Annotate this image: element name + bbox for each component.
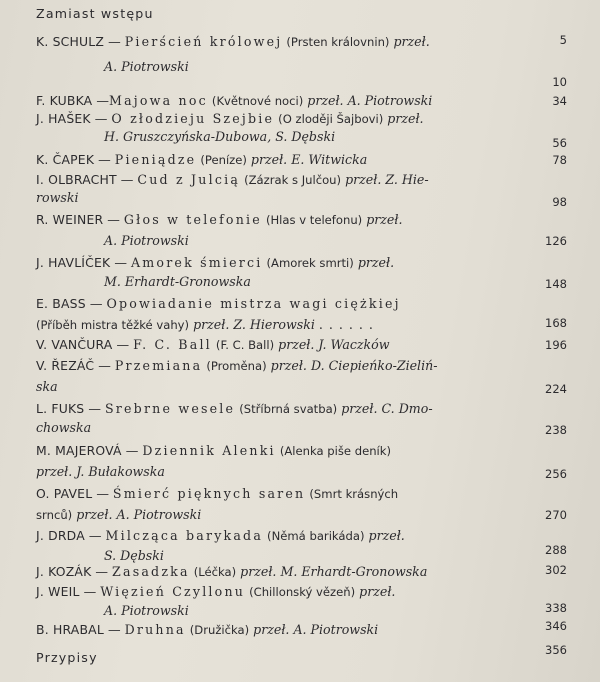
entry-page-number: 78 bbox=[552, 153, 567, 167]
toc-line bbox=[0, 377, 600, 397]
entry-translator: J. Waczków bbox=[318, 337, 390, 352]
entry-translator: chowska bbox=[36, 420, 92, 435]
toc-line: J. HAŠEK — O złodzieju Szejbie (O zloději Šajbovi) przeł. bbox=[36, 111, 424, 126]
entry-original-title: (Léčka) bbox=[193, 565, 237, 579]
entry-original-title: (Alenka piše deník) bbox=[279, 444, 392, 458]
entry-original-title: (F. C. Ball) bbox=[215, 338, 275, 352]
entry-author: J. DRDA bbox=[36, 528, 85, 543]
entry-translation-prefix: przeł. bbox=[393, 34, 430, 49]
toc-line: K. ČAPEK — Pieniądze (Peníze) przeł. E. Witwicka 78 bbox=[0, 150, 600, 170]
entry-translator: J. Bułakowska bbox=[76, 464, 165, 479]
toc-line: I. OLBRACHT — Cud z Julcią (Zázrak s Julčou) przeł. Z. Hie- bbox=[36, 172, 429, 187]
entry-author: E. BASS bbox=[36, 296, 86, 311]
entry-original-title: (Smrt krásných bbox=[309, 487, 399, 501]
entry-page-number: 256 bbox=[545, 467, 567, 481]
entry-lead: K. SCHULZ — Pierścień królowej (Prsten královnin) przeł. bbox=[36, 34, 430, 49]
entry-title: Pierścień królowej bbox=[124, 34, 283, 49]
toc-line: J. DRDA — Milcząca barykada (Němá barikáda) przeł. bbox=[36, 528, 405, 543]
entry-page-number: 270 bbox=[545, 508, 567, 522]
entry-translation-prefix: przeł. bbox=[366, 212, 403, 227]
entry-page-number: 196 bbox=[545, 338, 567, 352]
entry-author: V. ŘEZÁČ bbox=[36, 358, 95, 373]
entry-page-number: 10 bbox=[552, 75, 567, 89]
toc-line: J. KOZÁK — Zasadzka (Léčka) przeł. M. Erhardt-Gronowska 302 bbox=[0, 562, 600, 582]
toc-line: M. MAJEROVÁ — Dziennik Alenki (Alenka piše deník) bbox=[36, 443, 392, 458]
toc-line bbox=[0, 32, 600, 52]
entry-author: V. VANČURA bbox=[36, 337, 113, 352]
toc-line: L. FUKS — Srebrne wesele (Stříbrná svatba) przeł. C. Dmo- bbox=[36, 401, 433, 416]
toc-line: B. HRABAL — Druhna (Družička) przeł. A. Piotrowski 346 bbox=[0, 620, 600, 640]
entry-translator: ska bbox=[36, 379, 58, 394]
toc-line: F. KUBKA —Majowa noc (Květnové noci) przeł. A. Piotrowski 34 bbox=[0, 91, 600, 111]
entry-original-title: (Peníze) bbox=[200, 153, 247, 167]
entry-translation-prefix: przeł. bbox=[250, 152, 288, 167]
entry-title: Opowiadanie mistrza wagi ciężkiej bbox=[106, 296, 401, 311]
entry-original-title: (Prsten královnin) bbox=[286, 35, 390, 49]
entry-translator: M. Erhardt-Gronowska bbox=[280, 564, 428, 579]
entry-translation-prefix: przeł. bbox=[359, 584, 396, 599]
entry-title: Cud z Julcią bbox=[137, 172, 241, 187]
toc-line bbox=[0, 192, 600, 212]
toc-line bbox=[0, 462, 600, 482]
entry-original-title: (Družička) bbox=[189, 623, 250, 637]
entry-original-title: (Němá barikáda) bbox=[267, 529, 365, 543]
entry-original-title: (O zloději Šajbovi) bbox=[278, 112, 384, 126]
entry-translation-prefix: przeł. bbox=[193, 317, 230, 332]
entry-original-title: (Hlas v telefonu) bbox=[265, 213, 363, 227]
entry-title: Śmierć pięknych saren bbox=[112, 486, 306, 501]
entry-author: J. KOZÁK bbox=[36, 564, 92, 579]
toc-line: V. VANČURA — F. C. Ball (F. C. Ball) przeł. J. Waczków 196 bbox=[0, 335, 600, 355]
toc-line bbox=[0, 231, 600, 251]
entry-title: Przemiana bbox=[114, 358, 203, 373]
entry-title: Głos w telefonie bbox=[123, 212, 262, 227]
entry-title: Amorek śmierci bbox=[130, 255, 263, 270]
entry-original-title: srnců) bbox=[36, 508, 73, 522]
toc-line bbox=[0, 601, 600, 621]
entry-translation-prefix: przeł. bbox=[307, 93, 344, 108]
entry-author: J. HAVLÍČEK bbox=[36, 255, 111, 270]
entry-author: I. OLBRACHT bbox=[36, 172, 117, 187]
entry-author: M. MAJEROVÁ bbox=[36, 443, 122, 458]
entry-title: Druhna bbox=[124, 622, 186, 637]
entry-page-number: 5 bbox=[559, 33, 567, 47]
entry-translation-prefix: przeł. bbox=[368, 528, 405, 543]
entry-translator: S. Dębski bbox=[104, 548, 164, 563]
entry-author: F. KUBKA bbox=[36, 93, 93, 108]
entry-translator: A. Piotrowski bbox=[104, 233, 189, 248]
entry-translation-prefix: przeł. bbox=[270, 358, 307, 373]
entry-translation-prefix: przeł. bbox=[387, 111, 424, 126]
entry-title: Srebrne wesele bbox=[104, 401, 236, 416]
entry-translator: A. Piotrowski bbox=[104, 59, 189, 74]
entry-translation-prefix: przeł. bbox=[253, 622, 290, 637]
entry-title: Pieniądze bbox=[114, 152, 197, 167]
entry-page-number: 34 bbox=[552, 94, 567, 108]
entry-page-number: 238 bbox=[545, 423, 567, 437]
toc-line bbox=[0, 643, 600, 668]
entry-translator: A. Piotrowski bbox=[347, 93, 433, 108]
entry-translator: rowski bbox=[36, 190, 79, 205]
toc-line: O. PAVEL — Śmierć pięknych saren (Smrt krásných bbox=[36, 486, 399, 501]
entry-author: J. WEIL bbox=[36, 584, 80, 599]
entry-page-number: 98 bbox=[552, 195, 567, 209]
toc-line bbox=[0, 272, 600, 292]
toc-line bbox=[0, 505, 600, 525]
entry-author: K. ČAPEK bbox=[36, 152, 95, 167]
entry-translator: M. Erhardt-Gronowska bbox=[104, 274, 251, 289]
toc-line: (Příběh mistra těžké vahy) przeł. Z. Hierowski . . . . . . 168 bbox=[0, 315, 600, 335]
entry-translator: A. Piotrowski bbox=[293, 622, 379, 637]
entry-page-number: 356 bbox=[545, 643, 567, 657]
toc-line: J. HAVLÍČEK — Amorek śmierci (Amorek smrti) przeł. bbox=[36, 255, 395, 270]
entry-translator: E. Witwicka bbox=[291, 152, 368, 167]
entry-page-number: 224 bbox=[545, 382, 567, 396]
entry-original-title: (Příběh mistra těžké vahy) bbox=[36, 318, 190, 332]
entry-translator: A. Piotrowski bbox=[116, 507, 202, 522]
entry-translator: D. Ciepieńko-Zieliń- bbox=[310, 358, 438, 373]
entry-title: Zamiast wstępu bbox=[36, 6, 154, 21]
entry-page-number: 302 bbox=[545, 563, 567, 577]
entry-title: Zasadzka bbox=[112, 564, 190, 579]
entry-page-number: 288 bbox=[545, 543, 567, 557]
entry-title: O złodzieju Szejbie bbox=[111, 111, 275, 126]
toc-line: E. BASS — Opowiadanie mistrza wagi ciężkiej bbox=[36, 296, 401, 311]
entry-original-title: (Stříbrná svatba) bbox=[239, 402, 338, 416]
entry-translator: Z. Hierowski bbox=[233, 317, 315, 332]
entry-translation-prefix: przeł. bbox=[36, 464, 73, 479]
entry-author: K. SCHULZ bbox=[36, 34, 105, 49]
entry-translation-prefix: przeł. bbox=[240, 564, 277, 579]
entry-title: F. C. Ball bbox=[133, 337, 212, 352]
entry-author: O. PAVEL bbox=[36, 486, 93, 501]
entry-original-title: (Amorek smrti) bbox=[266, 256, 354, 270]
entry-page-number: 346 bbox=[545, 619, 567, 633]
entry-translation-prefix: przeł. bbox=[76, 507, 113, 522]
entry-page-number: 338 bbox=[545, 601, 567, 615]
entry-page-number: 148 bbox=[545, 277, 567, 291]
entry-translator: C. Dmo- bbox=[381, 401, 433, 416]
toc-line bbox=[0, 72, 600, 92]
entry-author: R. WEINER bbox=[36, 212, 104, 227]
entry-title: Więzień Czyllonu bbox=[100, 584, 246, 599]
entry-title: Majowa noc bbox=[108, 93, 208, 108]
entry-page-number: 168 bbox=[545, 316, 567, 330]
entry-title: Przypisy bbox=[36, 650, 98, 665]
entry-original-title: (Květnové noci) bbox=[211, 94, 304, 108]
entry-title: Dziennik Alenki bbox=[142, 443, 276, 458]
entry-translation-prefix: przeł. bbox=[357, 255, 395, 270]
toc-line: V. ŘEZÁČ — Przemiana (Proměna) przeł. D. Ciepieńko-Zieliń- bbox=[36, 358, 438, 373]
entry-translator: H. Gruszczyńska-Dubowa, S. Dębski bbox=[104, 129, 336, 144]
entry-translator: A. Piotrowski bbox=[104, 603, 189, 618]
entry-original-title: (Proměna) bbox=[206, 359, 267, 373]
entry-original-title: (Zázrak s Julčou) bbox=[244, 173, 342, 187]
entry-translation-prefix: przeł. bbox=[345, 172, 382, 187]
entry-translation-prefix: przeł. bbox=[278, 337, 315, 352]
entry-title: Milcząca barykada bbox=[105, 528, 264, 543]
entry-page-number: 126 bbox=[545, 234, 567, 248]
toc-line bbox=[0, 4, 600, 24]
toc-line bbox=[0, 418, 600, 438]
toc-line: J. WEIL — Więzień Czyllonu (Chillonský vězeň) przeł. bbox=[36, 584, 396, 599]
entry-author: J. HAŠEK bbox=[36, 111, 91, 126]
entry-page-number: 56 bbox=[552, 136, 567, 150]
entry-translator: Z. Hie- bbox=[385, 172, 429, 187]
entry-translation-prefix: przeł. bbox=[341, 401, 378, 416]
entry-author: L. FUKS bbox=[36, 401, 85, 416]
entry-original-title: (Chillonský vězeň) bbox=[249, 585, 356, 599]
toc-line: R. WEINER — Głos w telefonie (Hlas v telefonu) przeł. bbox=[36, 212, 403, 227]
entry-author: B. HRABAL bbox=[36, 622, 104, 637]
